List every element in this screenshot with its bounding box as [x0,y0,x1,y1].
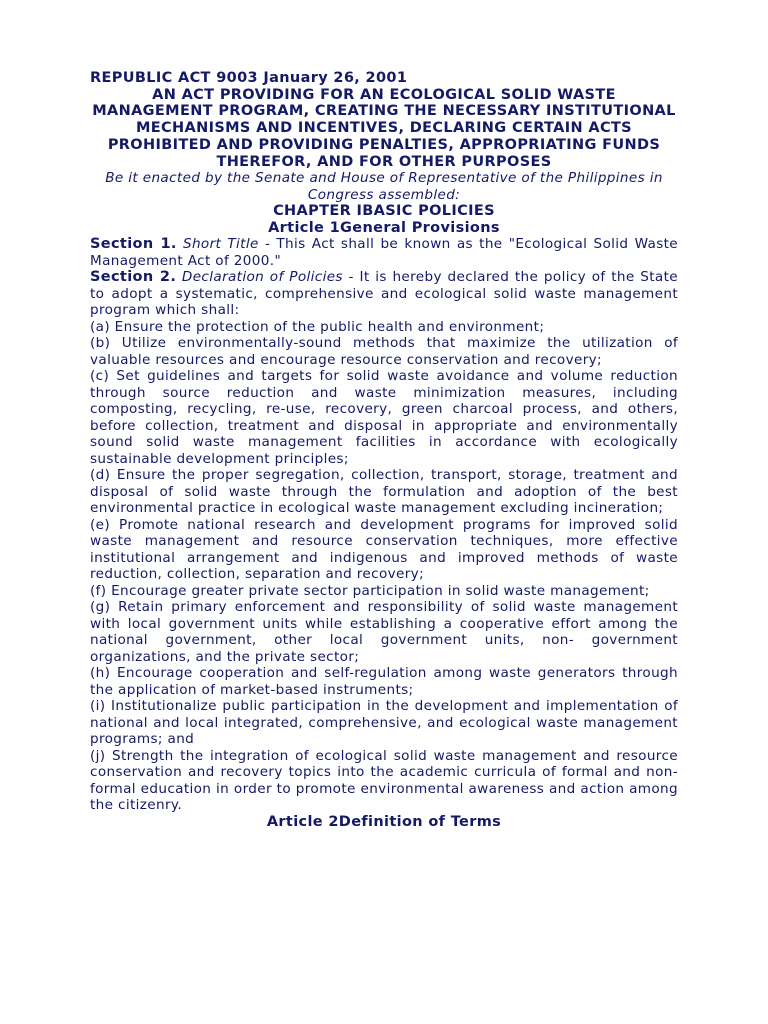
act-title: AN ACT PROVIDING FOR AN ECOLOGICAL SOLID WASTE MANAGEMENT PROGRAM, CREATING THE NECESSARY INSTITUTIONAL MECHANISMS AND INCENTIVES, DECLARING CERTAIN ACTS PROHIBITED AND PROVIDING PENALTIES, APPROPRIATING FUNDS THEREFOR, AND FOR OTHER PURPOSES [92,86,676,170]
policy-item: (a) Ensure the protection of the public health and environment; [90,318,545,335]
policy-item: (d) Ensure the proper segregation, collection, transport, storage, treatment and disposal of solid waste through the formulation and adoption of the best environmental practice in ecological waste management excluding incineration; [90,467,678,517]
policy-item: (b) Utilize environmentally-sound methods that maximize the utilization of valuable resources and encourage resource conservation and recovery; [90,335,678,368]
policy-item: (g) Retain primary enforcement and responsibility of solid waste management with local government units while establishing a cooperative effort among the national government, other local government units, non- government organizations, and the private sector; [90,599,678,665]
article-heading: Article 1General Provisions [268,219,500,236]
section-label: Section 2. [90,269,177,286]
document-page [90,70,678,830]
policy-item: (e) Promote national research and development programs for improved solid waste management and resource conservation techniques, more effective institutional arrangement and indigenous and improved methods of waste reduction, collection, separation and recovery; [90,516,678,583]
section-text: - This Act shall be known as the "Ecological Solid Waste Management Act of 2000." [90,236,679,269]
policy-item: (i) Institutionalize public participation in the development and implementation of national and local integrated, comprehensive, and ecological waste management programs; and [90,698,678,748]
enacting-clause: Be it enacted by the Senate and House of Representative of the Philippines in Congress assembled: [105,170,663,203]
section-text: - It is hereby declared the policy of the State to adopt a systematic, comprehensive and ecological solid waste management program which shall: [90,269,678,319]
policy-item: (f) Encourage greater private sector participation in solid waste management; [90,582,650,599]
policy-item: (c) Set guidelines and targets for solid waste avoidance and volume reduction through source reduction and waste minimization measures, including composting, recycling, re-use, recovery, green charcoal process, and others, before collection, treatment and disposal in appropriate and environmentally sound solid waste management facilities in accordance with ecologically sustainable development principles; [90,368,678,467]
section-label: Section 1. [90,236,177,253]
act-number: REPUBLIC ACT 9003 January 26, 2001 [90,70,408,86]
article-heading: Article 2Definition of Terms [266,813,502,830]
section-paragraph [90,236,678,269]
chapter-heading: CHAPTER IBASIC POLICIES [273,203,495,220]
section-paragraph [90,269,678,319]
policy-item: (h) Encourage cooperation and self-regulation among waste generators through the application of market-based instruments; [90,665,678,698]
section-title: Declaration of Policies [181,269,343,286]
section-title: Short Title [182,236,259,253]
policy-item: (j) Strength the integration of ecological solid waste management and resource conservation and recovery topics into the academic curricula of formal and non-formal education in order to promote environmental awareness and action among the citizenry. [90,747,678,814]
